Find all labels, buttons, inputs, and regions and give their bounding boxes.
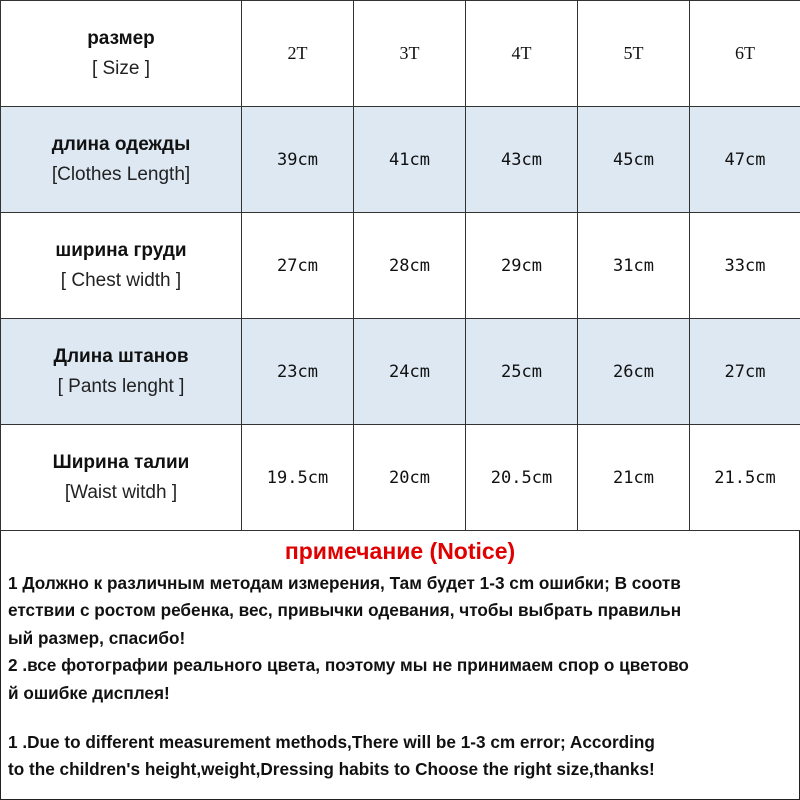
row-label-ru: ширина груди bbox=[55, 239, 187, 261]
value-cell bbox=[466, 213, 578, 319]
value-cell bbox=[690, 213, 800, 319]
measurement-value: 47cm bbox=[724, 149, 766, 170]
size-header: 2T bbox=[287, 43, 308, 63]
measurement-value: 39cm bbox=[277, 149, 318, 170]
value-cell bbox=[690, 107, 800, 213]
notice-text bbox=[8, 570, 796, 784]
size-header: 5T bbox=[623, 43, 644, 63]
table-row-clothes-length bbox=[1, 107, 800, 213]
measurement-value: 27cm bbox=[277, 255, 318, 276]
row-label-cell bbox=[1, 319, 242, 425]
header-row bbox=[1, 1, 800, 107]
table-row-waist-width bbox=[1, 425, 800, 531]
value-cell bbox=[354, 213, 466, 319]
value-cell bbox=[242, 107, 354, 213]
size-header: 6T bbox=[735, 43, 755, 63]
value-cell bbox=[578, 107, 690, 213]
row-label-ru: Длина штанов bbox=[53, 345, 189, 367]
value-cell bbox=[354, 425, 466, 531]
notice-line-ru: 2 .все фотографии реального цвета, поэтому мы не принимаем спор о цветово bbox=[8, 655, 689, 676]
value-cell bbox=[354, 319, 466, 425]
header-label-en: [ Size ] bbox=[91, 57, 151, 79]
row-label-cell bbox=[1, 213, 242, 319]
measurement-value: 33cm bbox=[724, 255, 766, 276]
notice-line-ru: ый размер, спасибо! bbox=[8, 627, 186, 648]
measurement-value: 21cm bbox=[613, 467, 654, 488]
value-cell bbox=[690, 425, 800, 531]
measurement-value: 23cm bbox=[277, 361, 318, 382]
size-header: 3T bbox=[399, 43, 420, 63]
notice-line-ru: етствии с ростом ребенка, вес, привычки одевания, чтобы выбрать правильн bbox=[8, 600, 682, 621]
value-cell bbox=[354, 107, 466, 213]
measurement-value: 41cm bbox=[389, 149, 430, 170]
measurement-value: 45cm bbox=[613, 149, 654, 170]
notice-line-ru: 1 Должно к различным методам измерения, Там будет 1-3 cm ошибки; В соотв bbox=[8, 573, 681, 593]
row-label-cell bbox=[1, 107, 242, 213]
value-cell bbox=[242, 213, 354, 319]
size-header-cell bbox=[466, 1, 578, 107]
value-cell bbox=[466, 425, 578, 531]
measurement-value: 20.5cm bbox=[490, 467, 553, 488]
table-row-chest-width bbox=[1, 213, 800, 319]
value-cell bbox=[466, 319, 578, 425]
size-header-cell bbox=[242, 1, 354, 107]
value-cell bbox=[578, 213, 690, 319]
measurement-value: 21.5cm bbox=[714, 467, 776, 488]
value-cell bbox=[578, 319, 690, 425]
row-label-en: [ Pants lenght ] bbox=[57, 375, 185, 397]
notice-line-en: to the children's height,weight,Dressing habits to Choose the right size,thanks! bbox=[8, 759, 655, 780]
row-label-en: [Waist witdh ] bbox=[64, 481, 178, 503]
value-cell bbox=[242, 319, 354, 425]
size-header: 4T bbox=[511, 43, 532, 63]
value-cell bbox=[690, 319, 800, 425]
measurement-value: 25cm bbox=[501, 361, 542, 382]
size-header-cell bbox=[690, 1, 800, 107]
value-cell bbox=[242, 425, 354, 531]
notice-line-en: 1 .Due to different measurement methods,There will be 1-3 cm error; According bbox=[8, 731, 655, 752]
row-label-cell bbox=[1, 425, 242, 531]
size-header-cell bbox=[578, 1, 690, 107]
row-label-en: [Clothes Length] bbox=[51, 163, 191, 185]
measurement-value: 27cm bbox=[724, 361, 766, 382]
header-label-cell bbox=[1, 1, 242, 107]
measurement-value: 24cm bbox=[389, 361, 430, 382]
measurement-value: 29cm bbox=[501, 255, 542, 276]
row-label-ru: Ширина талии bbox=[52, 451, 190, 473]
notice-spacer bbox=[8, 707, 796, 729]
measurement-value: 43cm bbox=[501, 149, 542, 170]
row-label-en: [ Chest width ] bbox=[60, 269, 182, 291]
notice-title: примечание (Notice) bbox=[284, 538, 516, 564]
measurement-value: 26cm bbox=[613, 361, 654, 382]
measurement-value: 19.5cm bbox=[266, 467, 329, 488]
measurement-value: 31cm bbox=[613, 255, 654, 276]
measurement-value: 28cm bbox=[389, 255, 430, 276]
measurement-value: 20cm bbox=[389, 467, 430, 488]
notice-section bbox=[0, 530, 800, 800]
table-row-pants-length bbox=[1, 319, 800, 425]
value-cell bbox=[578, 425, 690, 531]
row-label-ru: длина одежды bbox=[51, 133, 191, 155]
value-cell bbox=[466, 107, 578, 213]
notice-line-ru: й ошибке дисплея! bbox=[8, 682, 170, 703]
size-header-cell bbox=[354, 1, 466, 107]
header-label-ru: размер bbox=[87, 27, 155, 49]
